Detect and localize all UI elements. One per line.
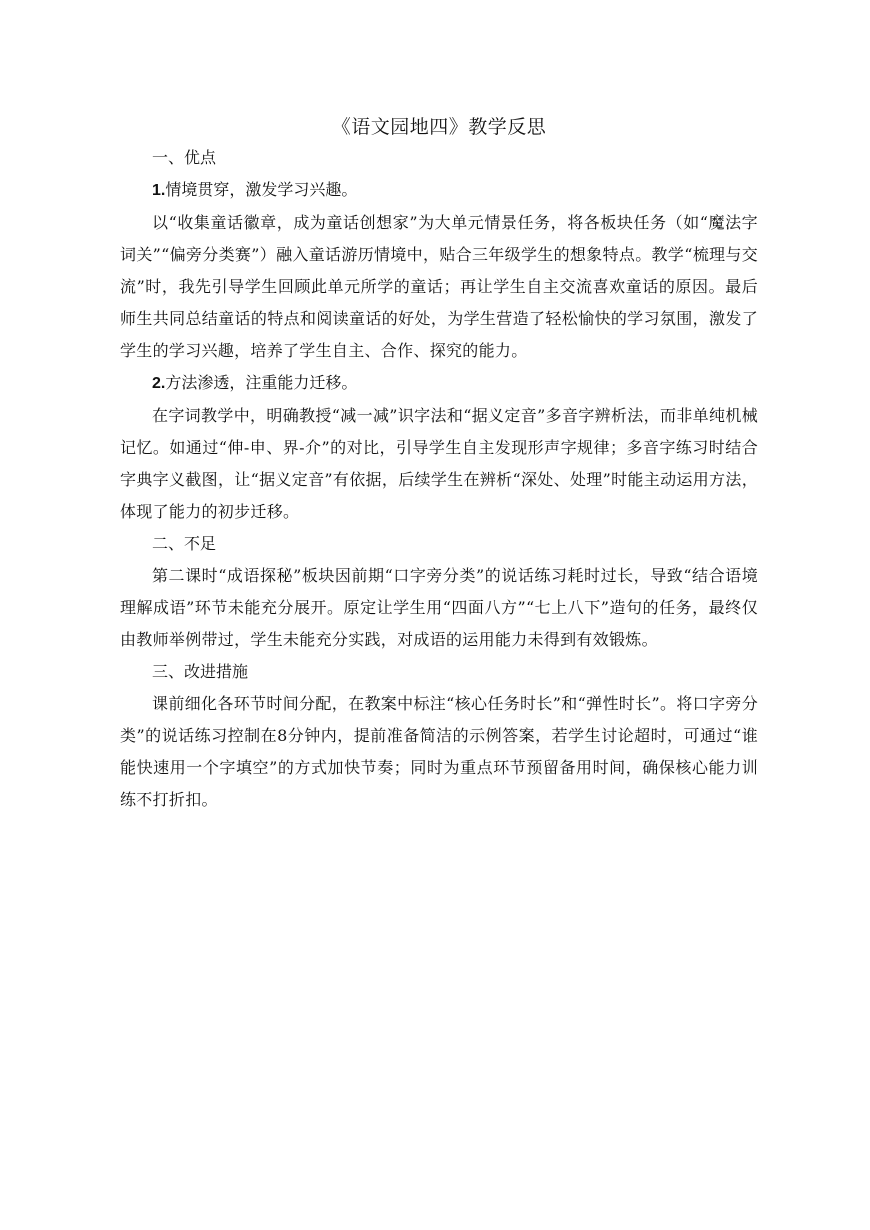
subsection-title: 情境贯穿，激发学习兴趣。 xyxy=(165,180,358,199)
paragraph-weaknesses: 第二课时“成语探秘”板块因前期“口字旁分类”的说话练习耗时过长，导致“结合语境理解成语”环节未能充分展开。原定让学生用“四面八方”“七上八下”造句的任务，最终仅由教师举例带过，学生未能充分实践，对成语的运用能力未得到有效锻炼。 xyxy=(120,566,758,649)
paragraph-situation: 以“收集童话徽章，成为童话创想家”为大单元情景任务，将各板块任务（如“魔法字词关”“偏旁分类赛”）融入童话游历情境中，贴合三年级学生的想象特点。教学“梳理与交流”时，我先引导学生回顾此单元所学的童话；再让学生自主交流喜欢童话的原因。最后师生共同总结童话的特点和阅读童话的好处，为学生营造了轻松愉快的学习氛围，激发了学生的学习兴趣，培养了学生自主、合作、探究的能力。 xyxy=(120,213,758,360)
paragraph-improvements: 课前细化各环节时间分配，在教案中标注“核心任务时长”和“弹性时长”。将口字旁分类”的说话练习控制在8分钟内，提前准备简洁的示例答案，若学生讨论超时，可通过“谁能快速用一个字填空”的方式加快节奏；同时为重点环节预留备用时间，确保核心能力训练不打折扣。 xyxy=(120,694,758,809)
section-heading-strengths: 一、优点 xyxy=(152,148,217,167)
paragraph-method: 在字词教学中，明确教授“减一减”识字法和“据义定音”多音字辨析法，而非单纯机械记忆。如通过“伸-申、界-介”的对比，引导学生自主发现形声字规律；多音字练习时结合字典字义截图，让“据义定音”有依据，后续学生在辨析“深处、处理”时能主动运用方法，体现了能力的初步迁移。 xyxy=(120,406,758,521)
subsection-heading-2 xyxy=(120,367,758,400)
subsection-title: 方法渗透，注重能力迁移。 xyxy=(165,373,358,392)
subsection-number: 2. xyxy=(152,375,166,392)
subsection-heading-1 xyxy=(120,174,758,207)
document-body xyxy=(120,112,758,816)
section-heading-improvements: 三、改进措施 xyxy=(152,662,249,681)
subsection-number: 1. xyxy=(152,182,166,199)
section-heading-weaknesses: 二、不足 xyxy=(152,534,217,553)
document-title: 《语文园地四》教学反思 xyxy=(331,116,547,138)
